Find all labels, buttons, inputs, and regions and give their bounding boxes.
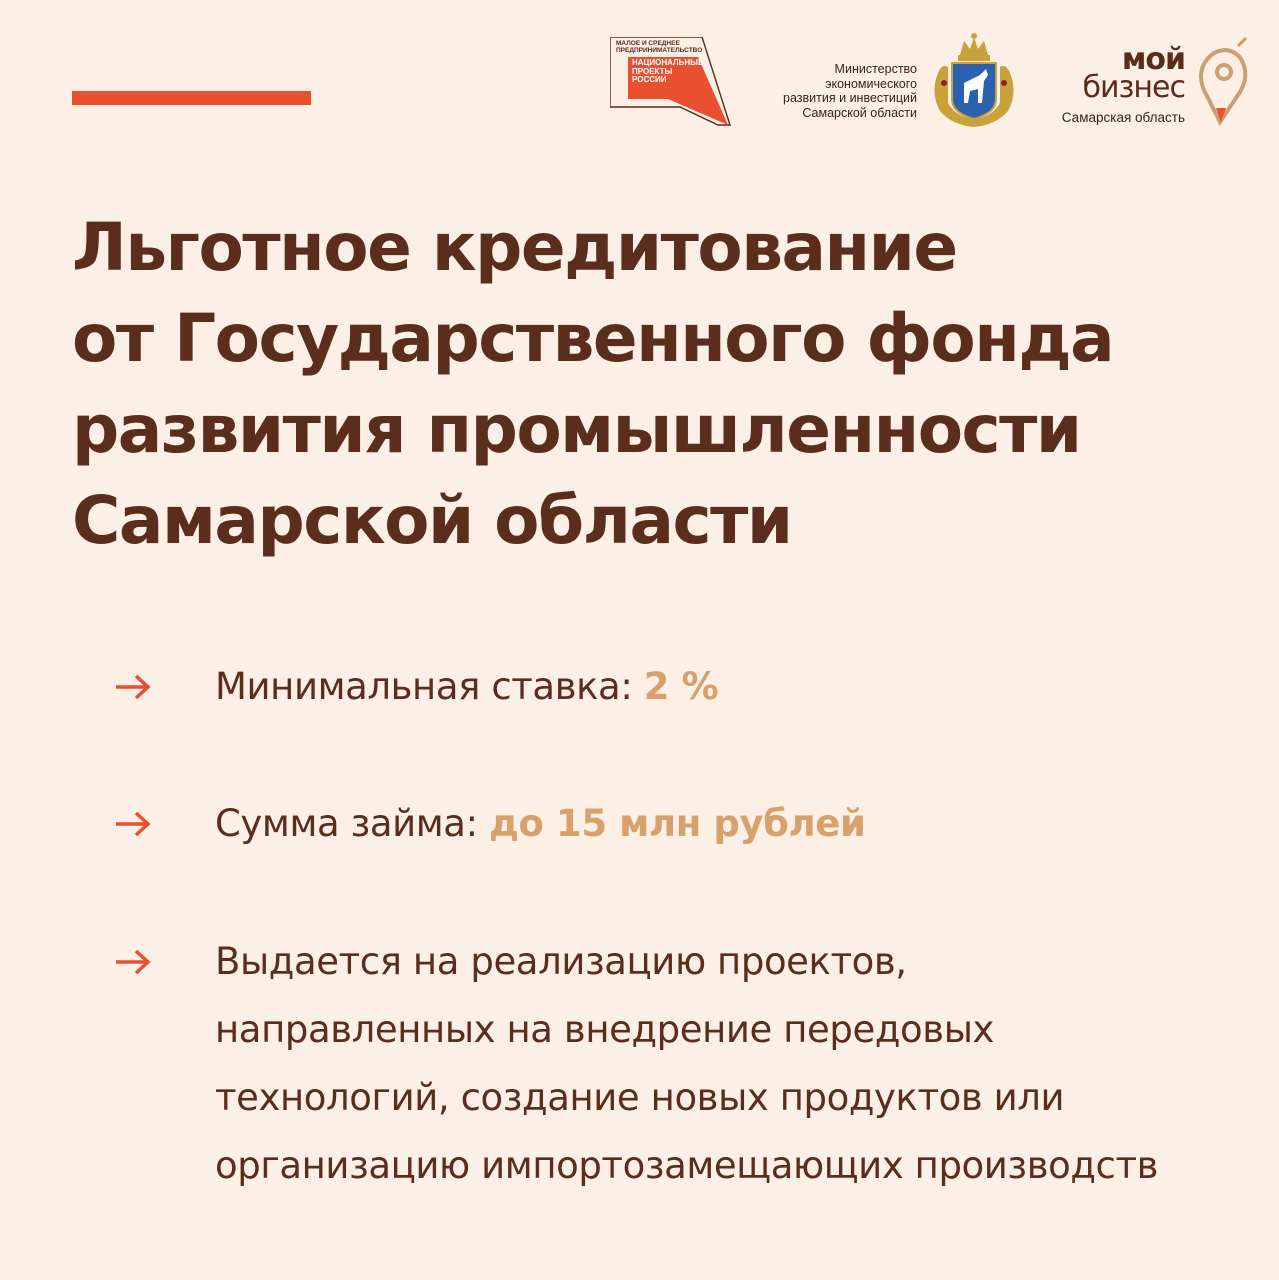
- bullet-text: Выдается на реализацию проектов, направленных на внедрение передовых технологий, создание новых продуктов или организацию импортозамещающих производств: [215, 940, 1159, 1187]
- moi-biznes-wordmark: мой бизнес: [1082, 42, 1185, 105]
- accent-bar: [72, 91, 311, 105]
- np-small-text: МАЛОЕ И СРЕДНЕЕ ПРЕДПРИНИМАТЕЛЬСТВО: [616, 40, 703, 54]
- location-pin-icon: [1196, 36, 1250, 128]
- coat-of-arms-icon: [930, 33, 1018, 129]
- national-projects-logo: [610, 37, 732, 127]
- title-line: Самарской области: [72, 482, 792, 559]
- np-big-text: НАЦИОНАЛЬНЫЕ ПРОЕКТЫ РОССИИ: [632, 58, 704, 84]
- arrow-right-icon: [114, 947, 154, 977]
- moi-biznes-region: Самарская область: [1061, 110, 1185, 125]
- title-line: от Государственного фонда: [72, 300, 1114, 377]
- page-title: [72, 202, 1262, 566]
- title-line: Льготное кредитование: [72, 209, 957, 286]
- bullet-text: Минимальная ставка: 2 %: [215, 665, 719, 708]
- arrow-right-icon: [114, 809, 154, 839]
- arrow-right-icon: [114, 672, 154, 702]
- bullet-text: Сумма займа: до 15 млн рублей: [215, 802, 866, 845]
- title-line: развития промышленности: [72, 391, 1081, 468]
- ministry-name: Министерство экономического развития и инвестиций Самарской области: [783, 62, 917, 120]
